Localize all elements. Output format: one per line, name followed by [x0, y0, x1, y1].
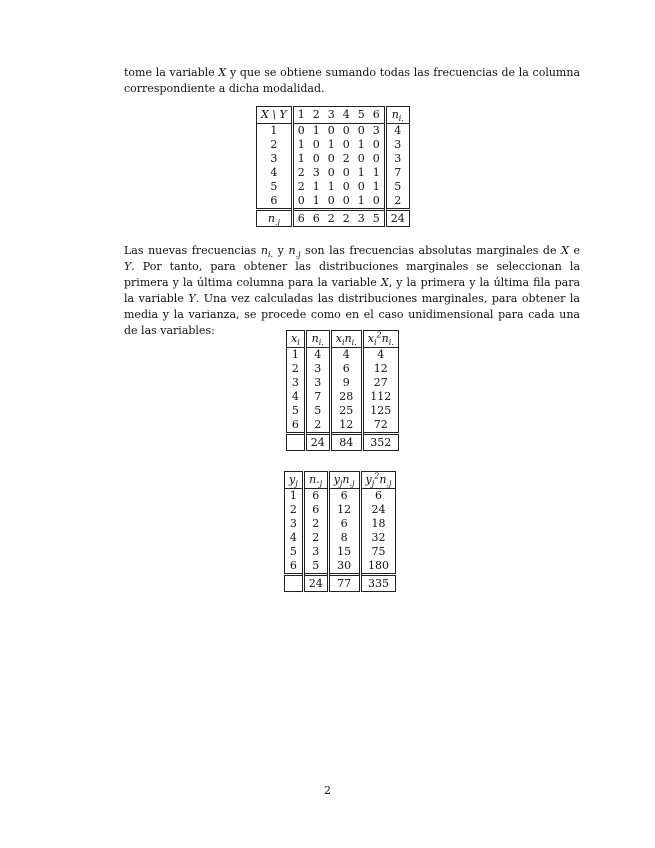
table-cell: 3	[285, 517, 304, 531]
table-row	[287, 390, 399, 404]
row-total-header: $n_{i.}$	[385, 107, 409, 124]
table-cell: 24	[371, 503, 386, 516]
table-cell: 2	[285, 503, 304, 517]
table-row	[287, 404, 399, 418]
table-cell: 1	[285, 489, 304, 504]
table-cell: 1	[357, 138, 365, 151]
table-cell: 8	[328, 531, 360, 545]
table-cell: 4	[377, 348, 385, 361]
table-cell: 5	[287, 404, 306, 418]
row-total: 2	[385, 194, 409, 210]
table-cell: 4	[285, 531, 304, 545]
row-label: 4	[257, 166, 293, 180]
marginal-paragraph: Las nuevas frecuencias $n_{i.}$ y $n_{.j}$ son las frecuencias absolutas marginales de X e Y. Por tanto, para obtener las distribuciones marginales se seleccionan la primera y la última columna para la variable X, y la primera y la última fila para la variable Y. Una vez calculadas las distribuciones marginales, para obtener la media y la varianza, se procede como en el caso unidimensional para cada una de las variables:	[124, 244, 581, 337]
total-cell: 24	[305, 434, 330, 451]
table-cell: 1	[312, 194, 320, 207]
table-cell: 1	[287, 348, 306, 363]
table-cell: 9	[330, 376, 362, 390]
table-cell: 1	[297, 152, 305, 165]
col-header: 4	[339, 107, 354, 124]
table-cell: 7	[305, 390, 330, 404]
table-cell: 12	[328, 503, 360, 517]
table-cell: 125	[370, 404, 392, 417]
table-row	[257, 124, 410, 139]
table-cell: 0	[372, 138, 380, 151]
table-cell: 5	[305, 404, 330, 418]
table-cell: 5	[285, 545, 304, 559]
total-cell	[287, 434, 306, 451]
col-total: 6	[292, 210, 309, 227]
table-cell: 30	[328, 559, 360, 575]
col-total: 5	[369, 210, 386, 227]
table-cell: 75	[371, 545, 386, 558]
col-total: 2	[324, 210, 339, 227]
table-cell: 0	[342, 124, 350, 137]
table-cell: 18	[371, 517, 386, 530]
table-cell: 27	[373, 376, 388, 389]
table-cell: 4	[330, 348, 362, 363]
table-row	[285, 545, 396, 559]
table-cell: 32	[371, 531, 386, 544]
table-cell: 0	[327, 152, 335, 165]
table-cell: 0	[357, 152, 365, 165]
table-cell: 0	[372, 152, 380, 165]
table-row	[285, 517, 396, 531]
table-cell: 3	[305, 362, 330, 376]
row-total: 4	[385, 124, 409, 139]
table-cell: 1	[312, 180, 320, 193]
table-cell: 1	[372, 166, 380, 179]
table-cell: 3	[372, 124, 380, 137]
page-number: 2	[324, 784, 331, 797]
row-total: 5	[385, 180, 409, 194]
table-cell: 2	[305, 418, 330, 434]
header-xi: $x_i$	[287, 331, 306, 348]
col-total: 6	[309, 210, 324, 227]
header-ni: $n_{i.}$	[305, 331, 330, 348]
header-yj: $y_j$	[285, 472, 304, 489]
table-cell: 2	[297, 166, 305, 179]
col-header: 1	[292, 107, 309, 124]
table-cell: 0	[297, 194, 305, 207]
table-cell: 3	[312, 166, 320, 179]
table-cell: 2	[303, 517, 328, 531]
col-header: 2	[309, 107, 324, 124]
row-label: 3	[257, 152, 293, 166]
table-cell: 112	[370, 390, 392, 403]
total-cell: 77	[328, 575, 360, 592]
col-header: 6	[369, 107, 386, 124]
table-cell: 1	[327, 180, 335, 193]
intro-paragraph	[124, 65, 580, 97]
intro-text-a: tome la variable	[124, 66, 219, 79]
row-label: 1	[257, 124, 293, 139]
total-cell: 24	[303, 575, 328, 592]
table-cell: 0	[372, 194, 380, 207]
table-cell: 1	[297, 138, 305, 151]
table-cell: 0	[357, 124, 365, 137]
table-row	[257, 166, 410, 180]
marginal-x-table	[286, 330, 399, 451]
table-cell: 1	[312, 124, 320, 137]
table-cell: 72	[373, 418, 388, 431]
table-cell: 3	[287, 376, 306, 390]
table-cell: 5	[303, 559, 328, 575]
row-label: 5	[257, 180, 293, 194]
table-cell: 6	[287, 418, 306, 434]
col-total: 2	[339, 210, 354, 227]
table-row	[285, 531, 396, 545]
row-total: 3	[385, 138, 409, 152]
marginal-x-body	[287, 348, 399, 434]
table-cell: 2	[303, 531, 328, 545]
header-xini: $x_in_{i.}$	[330, 331, 362, 348]
intro-text-b: y que se obtiene sumando todas las frecuencias de la columna correspondiente a dicha modalidad.	[124, 66, 581, 95]
table-cell: 180	[367, 559, 389, 572]
table-cell: 6	[285, 559, 304, 575]
table-cell: 6	[374, 489, 382, 502]
table-row	[257, 138, 410, 152]
table-row	[287, 418, 399, 434]
table-cell: 2	[297, 180, 305, 193]
table-cell: 6	[328, 517, 360, 531]
table-cell: 15	[328, 545, 360, 559]
grand-total: 24	[385, 210, 409, 227]
table-cell: 6	[328, 489, 360, 504]
joint-table-body	[257, 124, 410, 210]
table-cell: 3	[303, 545, 328, 559]
header-yj2nj: $y_j^2n_{.j}$	[360, 472, 396, 489]
table-row	[287, 362, 399, 376]
table-cell: 0	[327, 124, 335, 137]
col-header: 3	[324, 107, 339, 124]
row-total: 7	[385, 166, 409, 180]
table-cell: 0	[342, 194, 350, 207]
var-x: X	[218, 66, 227, 79]
total-cell: 335	[360, 575, 396, 592]
table-cell: 0	[327, 194, 335, 207]
table-cell: 0	[342, 180, 350, 193]
table-row	[257, 194, 410, 210]
table-cell: 6	[330, 362, 362, 376]
col-totals-row	[257, 210, 410, 227]
table-cell: 0	[297, 124, 305, 137]
table-cell: 4	[287, 390, 306, 404]
row-label: 6	[257, 194, 293, 210]
table-cell: 1	[327, 138, 335, 151]
row-total: 3	[385, 152, 409, 166]
header-yjnj: $y_jn_{.j}$	[328, 472, 360, 489]
table-cell: 6	[303, 489, 328, 504]
table-cell: 28	[330, 390, 362, 404]
table-cell: 0	[342, 166, 350, 179]
table-row	[285, 489, 396, 504]
corner-header: X \ Y	[257, 107, 293, 124]
row-label: 2	[257, 138, 293, 152]
table-cell: 4	[305, 348, 330, 363]
total-cell: 84	[330, 434, 362, 451]
table-cell: 6	[303, 503, 328, 517]
total-cell: 352	[362, 434, 398, 451]
table-cell: 2	[287, 362, 306, 376]
col-header: 5	[354, 107, 369, 124]
table-cell: 12	[330, 418, 362, 434]
header-nj: $n._j$	[303, 472, 328, 489]
table-cell: 1	[372, 180, 380, 193]
table-cell: 0	[327, 166, 335, 179]
table-row	[287, 348, 399, 363]
table-cell: 1	[357, 166, 365, 179]
joint-frequency-table	[256, 106, 410, 227]
table-row	[285, 559, 396, 575]
table-row	[257, 180, 410, 194]
table-row	[257, 152, 410, 166]
table-cell: 25	[330, 404, 362, 418]
header-xi2ni: $x_i^2n_{i.}$	[362, 331, 398, 348]
table-row	[287, 376, 399, 390]
table-cell: 1	[357, 194, 365, 207]
table-cell: 0	[312, 138, 320, 151]
table-cell: 3	[305, 376, 330, 390]
table-cell: 0	[357, 180, 365, 193]
total-cell	[285, 575, 304, 592]
table-cell: 0	[342, 138, 350, 151]
table-cell: 0	[312, 152, 320, 165]
col-total-label: $n_{.j}$	[257, 210, 293, 227]
table-row	[285, 503, 396, 517]
table-cell: 12	[373, 362, 388, 375]
col-total: 3	[354, 210, 369, 227]
marginal-y-table	[284, 471, 396, 592]
marginal-y-body	[285, 489, 396, 575]
table-cell: 2	[342, 152, 350, 165]
